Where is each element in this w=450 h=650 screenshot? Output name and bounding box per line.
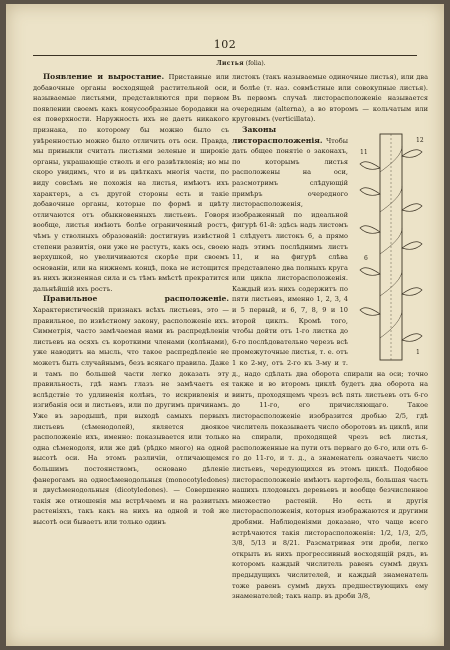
text-arrangement: Характеристическій признакъ всѣхъ листьевъ, это — правильное, по извѣстному закону, расположеніе ихъ. Симметрія, часто замѣчаемая нами въ распредѣленіи листьевъ на осяхъ съ короткими членами (колѣнами), уже наводитъ на мысль, что такое распредѣленіе не можетъ быть случайнымъ, безъ всякаго правила. Даже и тамъ по большей части легко доказать эту правильность, гдѣ намъ глазъ не замѣчаетъ ея вслѣдствіе то удлиненія колѣнъ, то искривленія и изгибанія оси и листьевъ, или по другимъ причинамъ. Уже въ зародышѣ, при выходѣ самыхъ первыхъ листьевъ (сѣменодолей), является двоякое расположеніе ихъ, именно: показывается или только одна сѣменодоля, или же двѣ (рѣдко много) на одной высотѣ оси. На этомъ различіи, отличающемся большимъ постоянствомъ, основано дѣленіе фанерогамъ на односѣменодольныя (monocotyledones) и двусѣменодольныя (dicotyledones). — Совершенно такія же отношенія мы встрѣчаемъ и на развитыхъ растеніяхъ, такъ какъ на нихъ на одной и той же высотѣ оси бываетъ или только одинъ xyxy=(33,306,229,526)
figure-label-1: 1 xyxy=(416,348,420,356)
phyllotaxis-figure xyxy=(354,128,428,364)
section-heading-title: Листья xyxy=(216,60,244,67)
paragraph-arrangement xyxy=(33,294,229,527)
stem-leaf-spiral-illustration xyxy=(354,128,428,364)
subheading-arrangement: Правильное расположеніе. xyxy=(43,294,229,304)
paragraph-continuation: листокъ (такъ называемые одиночные листья), или два и болѣе (т. наз. совмѣстные или совокупные листья). Въ первомъ случаѣ листорасположеніе называется очередным (alterna), а во второмъ — кольчатым или круговымъ (verticillata). xyxy=(232,73,428,124)
text-growth: Приставные или добавочные органы восходящей растительной оси, называемые листьями, представляются при первом появлении своемъ какъ конусообразные бородавки на ея поверхности. Наружность ихъ не даетъ никакого признака, по которому бы можно было съ увѣренностью можно было отличить отъ оси. Правда, мы привыкли считать листьями зеленые и широкіе органы, украшающіе стволъ и его развѣтвленія; но мы скоро увидимъ, что и въ цвѣткахъ многія части, по виду совсѣмъ не похожія на листья, имѣютъ ихъ характеръ, а съ другой стороны есть и такіе добавочные органы, которые по формѣ и цвѣту отличаются отъ обыкновенныхъ листьевъ. Говоря вообще, листья имѣютъ болѣе ограниченный ростъ, чѣмъ у стволныхъ образованій: достигнувъ извѣстной степени развитія, они уже не растутъ, какъ ось, своею верхушкой, но увеличиваются скорѣе при своемъ основаніи, или на нижнемъ концѣ, пока не истощится въ нихъ жизненная сила и съ тѣмъ вмѣстѣ прекратится дальнѣйшій ихъ ростъ. xyxy=(33,73,229,293)
figure-label-11: 11 xyxy=(360,148,368,156)
section-heading-latin: (folia). xyxy=(245,60,266,67)
paragraph-growth xyxy=(33,72,229,294)
section-heading xyxy=(86,60,396,67)
header-rule xyxy=(33,55,417,56)
book-page xyxy=(6,4,444,646)
left-column xyxy=(33,72,229,528)
subheading-growth: Появление и выростание. xyxy=(43,72,165,81)
subheading-laws: Законы листорасположенія. xyxy=(232,124,323,145)
page-number: 102 xyxy=(213,38,237,51)
right-column xyxy=(232,72,428,602)
text-laws: Чтобы дать общее понятіе о законахъ, по которымъ листья расположены на оси, разсмотримъ слѣдующій примѣръ очередного листорасположенія, изображенный по идеальной фигурѣ 61-й: здѣсь надъ листомъ 1 слѣдуетъ листокъ 6, а прямо надъ этимъ послѣднимъ листъ 11, и на фигурѣ слѣва представлено два полныхъ круга или цикла листорасположенія. Каждый изъ нихъ содержитъ по пяти листьевъ, именно 1, 2, 3, 4 и 5 первый, и 6, 7, 8, 9 и 10 второй циклъ. Кромѣ того, чтобы дойти отъ 1-го листка до 6-го послѣдовательно черезъ всѣ промежуточные листья, т. е. отъ 1 ко 2-му, отъ 2-го къ 3-му и т. д., надо сдѣлать два оборота спирали на оси; точно также и во второмъ циклѣ будетъ два оборота на винтъ, проходящемъ чрезъ всѣ пять листьевъ отъ 6-го до 11-го, его причисляющаго. Такое листорасположеніе изобразится дробью 2/5, гдѣ числитель показываетъ число оборотовъ въ циклѣ, или на спирали, проходящей чрезъ всѣ листья, расположенные на пути отъ перваго до 6-го, или отъ 6-го до 11-го, и т. д., а знаменатель означаетъ число листьевъ, чередующихся въ этомъ циклѣ. Подобное листорасположеніе имѣютъ картофель, большая часть нашихъ плодовыхъ деревьевъ и вообще безчисленное множество растеній. Но есть и другія листорасположенія, которыя изображаются и другими дробями. Наблюденіями доказано, что чаще всего встрѣчаются такія листорасположенія: 1/2, 1/3, 2/5, 3/8, 5/13 и 8/21. Разсматривая эти дроби, легко открыть въ нихъ прогрессивный восходящій рядъ, въ которомъ каждый числитель равенъ суммѣ двухъ предыдущихъ числителей, и каждый знаменатель тоже равенъ суммѣ двухъ предшествующихъ ему знаменателей; такъ напр. въ дроби 3/8, xyxy=(232,136,428,601)
figure-label-12: 12 xyxy=(416,136,424,144)
figure-label-6: 6 xyxy=(364,254,368,262)
